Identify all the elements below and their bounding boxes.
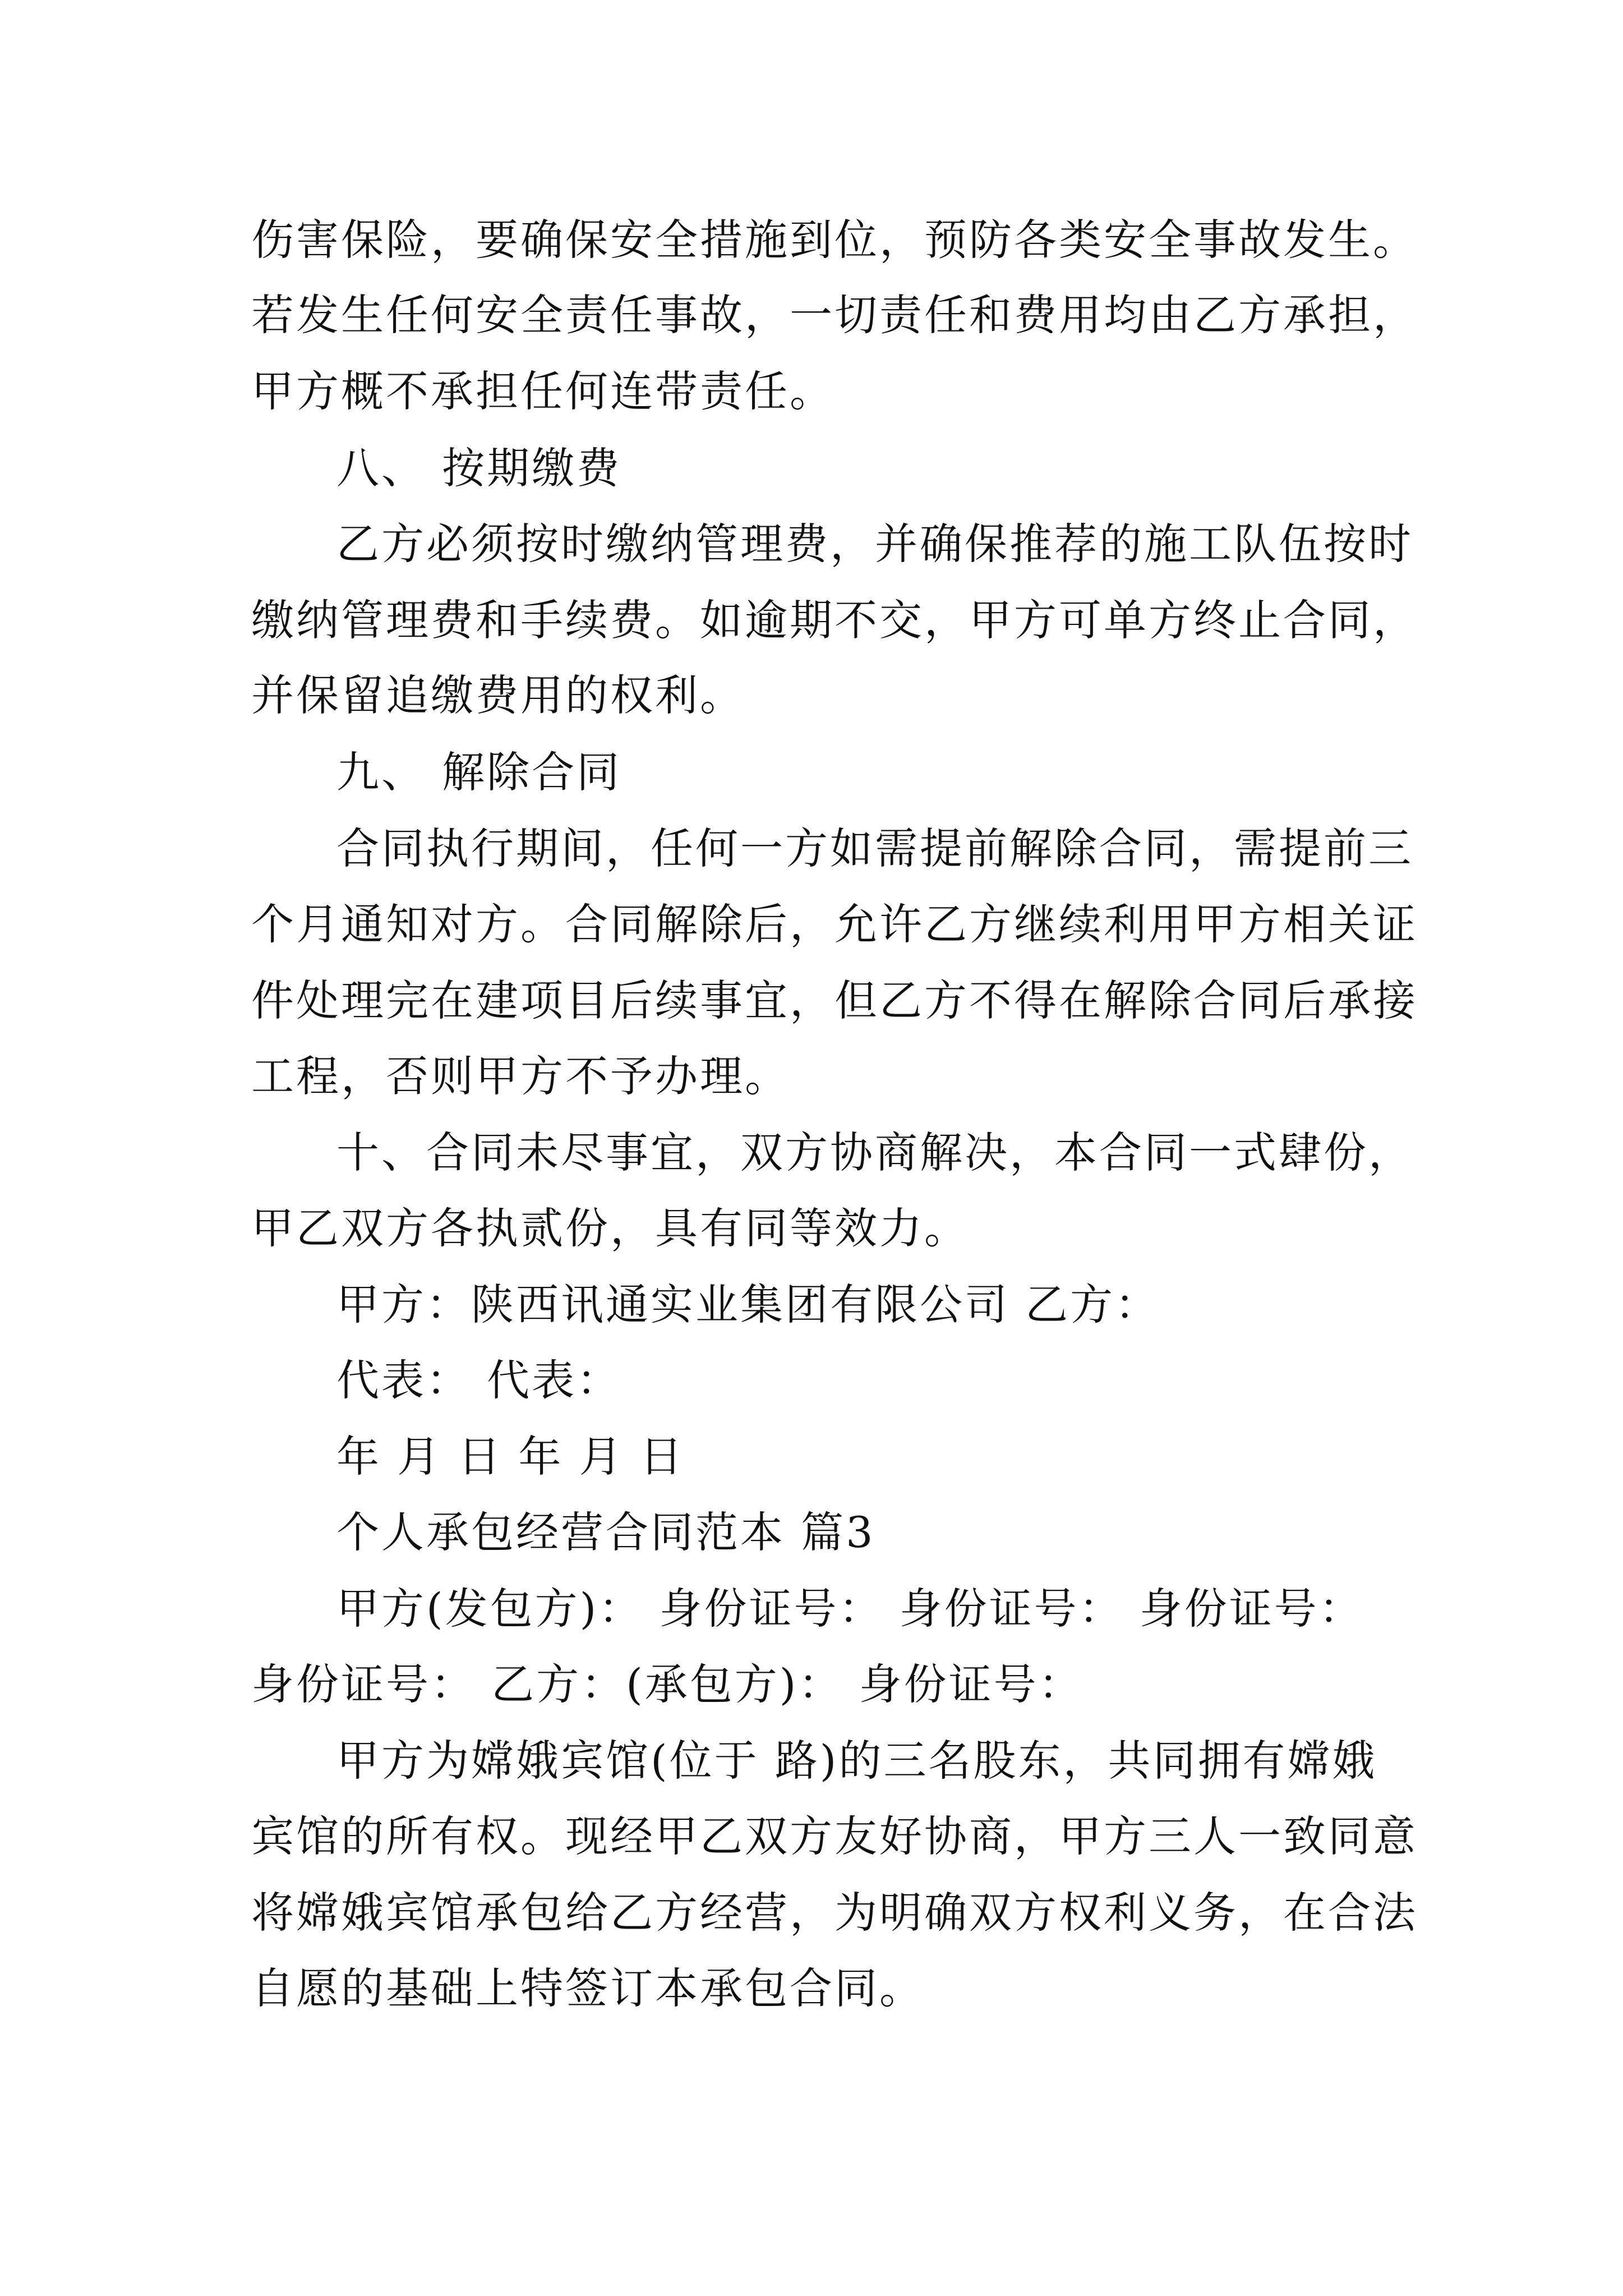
- signature-date-line: 年 月 日 年 月 日: [336, 1432, 685, 1481]
- party-info-line: 身份证号： 乙方：(承包方)： 身份证号：: [251, 1659, 1083, 1709]
- text-line: 件处理完在建项目后续事宜，但乙方不得在解除合同后承接: [251, 976, 1418, 1025]
- party-info-line: 甲方(发包方)： 身份证号： 身份证号： 身份证号：: [336, 1584, 1364, 1634]
- contract-title: 个人承包经营合同范本 篇3: [336, 1507, 875, 1557]
- text-line: 乙方必须按时缴纳管理费，并确保推荐的施工队伍按时: [336, 519, 1413, 569]
- text-line: 个月通知对方。合同解除后，允许乙方继续利用甲方相关证: [251, 899, 1418, 949]
- text-line: 十、合同未尽事宜，双方协商解决，本合同一式肆份，: [336, 1128, 1413, 1177]
- text-line: 自愿的基础上特签订本承包合同。: [251, 1963, 924, 2013]
- text-line: 并保留追缴费用的权利。: [251, 670, 745, 720]
- text-line: 缴纳管理费和手续费。如逾期不交，甲方可单方终止合同，: [251, 595, 1418, 645]
- text-line: 伤害保险，要确保安全措施到位，预防各类安全事故发生。: [251, 215, 1418, 265]
- text-line: 工程，否则甲方不予办理。: [251, 1051, 790, 1101]
- section-heading-8: 八、 按期缴费: [336, 443, 622, 493]
- text-line: 将嫦娥宾馆承包给乙方经营，为明确双方权利义务，在合法: [251, 1888, 1418, 1938]
- signature-representative-line: 代表： 代表：: [336, 1355, 622, 1405]
- text-line: 甲乙双方各执贰份，具有同等效力。: [251, 1203, 969, 1253]
- text-line: 甲方为嫦娥宾馆(位于 路)的三名股东，共同拥有嫦娥: [336, 1736, 1377, 1786]
- section-heading-9: 九、 解除合同: [336, 747, 622, 797]
- text-line: 宾馆的所有权。现经甲乙双方友好协商，甲方三人一致同意: [251, 1811, 1418, 1861]
- text-line: 合同执行期间，任何一方如需提前解除合同，需提前三: [336, 823, 1413, 873]
- text-line: 甲方概不承担任何连带责任。: [251, 366, 834, 416]
- text-line: 若发生任何安全责任事故，一切责任和费用均由乙方承担，: [251, 290, 1418, 340]
- signature-party-line: 甲方：陕西讯通实业集团有限公司 乙方：: [336, 1280, 1160, 1329]
